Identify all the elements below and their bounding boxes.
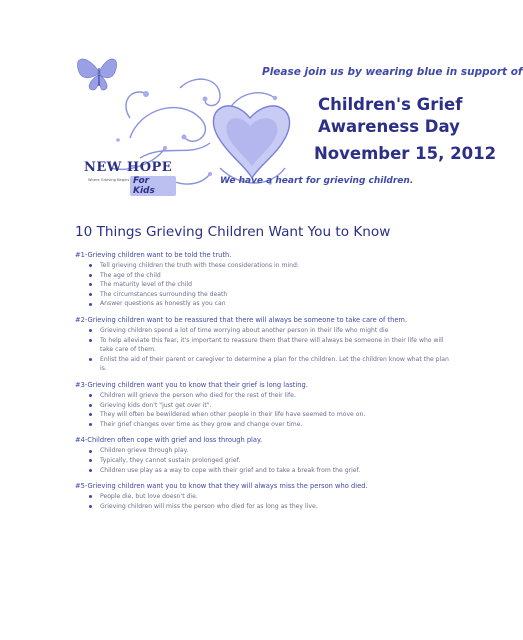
list-item (75, 492, 470, 502)
list-item-text: They will often be bewildered when other people in their life have seemed to move on. (100, 411, 366, 419)
bullet-icon (89, 274, 92, 277)
article-sections (75, 251, 470, 518)
section-title: #1-Grieving children want to be told the truth. (75, 251, 232, 259)
section-title: #5-Grieving children want you to know that they will always miss the person who died. (75, 482, 368, 491)
bullet-icon (89, 339, 92, 342)
list-item-text: Answer questions as honestly as you can (100, 300, 226, 308)
list-item (75, 290, 470, 300)
event-title-line-1: Children's Grief (318, 95, 463, 114)
section (75, 316, 470, 374)
list-item-text: Children grieve through play. (100, 447, 189, 455)
list-item (75, 355, 470, 374)
butterfly-icon (77, 59, 116, 90)
list-item (75, 391, 470, 401)
bullet-icon (89, 293, 92, 296)
section (75, 381, 470, 429)
list-item-text: The age of the child (100, 271, 161, 279)
list-item-text: Grieving kids don't "just get over it". (100, 401, 212, 409)
bullet-icon (89, 459, 92, 462)
bullet-icon (89, 505, 92, 508)
list-item-text: Enlist the aid of their parent or caregiver to determine a plan for the children. Let the children know what the plan is. (100, 355, 449, 373)
logo-kids-text: For Kids (130, 176, 176, 196)
list-item (75, 271, 470, 281)
slogan-text: We have a heart for grieving children. (220, 176, 414, 186)
section-title: #3-Grieving children want you to know that their grief is long lasting. (75, 380, 308, 389)
list-item-text: Children will grieve the person who died for the rest of their life. (100, 391, 296, 399)
list-item (75, 280, 470, 290)
section (75, 251, 470, 309)
bullet-list (75, 326, 470, 374)
bullet-icon (89, 450, 92, 453)
article-heading: 10 Things Grieving Children Want You to Know (75, 224, 391, 240)
section-title: #4-Children often cope with grief and loss through play. (75, 436, 263, 445)
bullet-list (75, 391, 470, 429)
list-item-text: Children use play as a way to cope with their grief and to take a break from the grief. (100, 466, 361, 474)
list-item-text: The maturity level of the child (100, 281, 192, 289)
list-item (75, 456, 470, 466)
bullet-icon (89, 495, 92, 498)
list-item (75, 336, 470, 355)
list-item (75, 299, 470, 309)
list-item (75, 261, 470, 271)
section (75, 482, 470, 511)
bullet-icon (89, 358, 92, 361)
bullet-icon (89, 264, 92, 267)
bullet-list (75, 261, 470, 309)
event-title (318, 94, 488, 138)
bullet-list (75, 446, 470, 475)
bullet-icon (89, 413, 92, 416)
list-item (75, 446, 470, 456)
list-item (75, 420, 470, 430)
list-item-text: Their grief changes over time as they grow and change over time. (100, 420, 303, 428)
bullet-icon (89, 469, 92, 472)
event-date: November 15, 2012 (314, 144, 497, 163)
list-item-text: Tell grieving children the truth with these considerations in mind: (100, 262, 299, 269)
list-item-text: Typically, they cannot sustain prolonged grief. (100, 456, 241, 464)
event-title-line-2: Awareness Day (318, 117, 460, 136)
logo-main-text: NEW HOPE (84, 160, 173, 175)
list-item (75, 410, 470, 420)
list-item (75, 466, 470, 476)
logo-sub-text: Where Grieving Begins (88, 178, 130, 182)
section (75, 436, 470, 475)
bullet-icon (89, 303, 92, 306)
bullet-icon (89, 283, 92, 286)
list-item-text: Grieving children spend a lot of time worrying about another person in their life who might die (100, 326, 389, 334)
list-item-text: The circumstances surrounding the death (100, 290, 228, 298)
invitation-text: Please join us by wearing blue in support of (262, 66, 523, 78)
list-item-text: Grieving children will miss the person who died for as long as they live. (100, 502, 318, 510)
section-title: #2-Grieving children want to be reassured that there will always be someone to take care of them. (75, 315, 408, 324)
list-item-text: People die, but love doesn't die. (100, 493, 198, 501)
list-item-text: To help alleviate this fear, it's important to reassure them that there will always be someone in their life who will take care of them. (100, 336, 444, 354)
bullet-icon (89, 423, 92, 426)
bullet-icon (89, 404, 92, 407)
list-item (75, 502, 470, 512)
list-item (75, 401, 470, 411)
bullet-icon (89, 329, 92, 332)
bullet-icon (89, 394, 92, 397)
bullet-list (75, 492, 470, 511)
new-hope-logo (84, 160, 176, 194)
list-item (75, 326, 470, 336)
